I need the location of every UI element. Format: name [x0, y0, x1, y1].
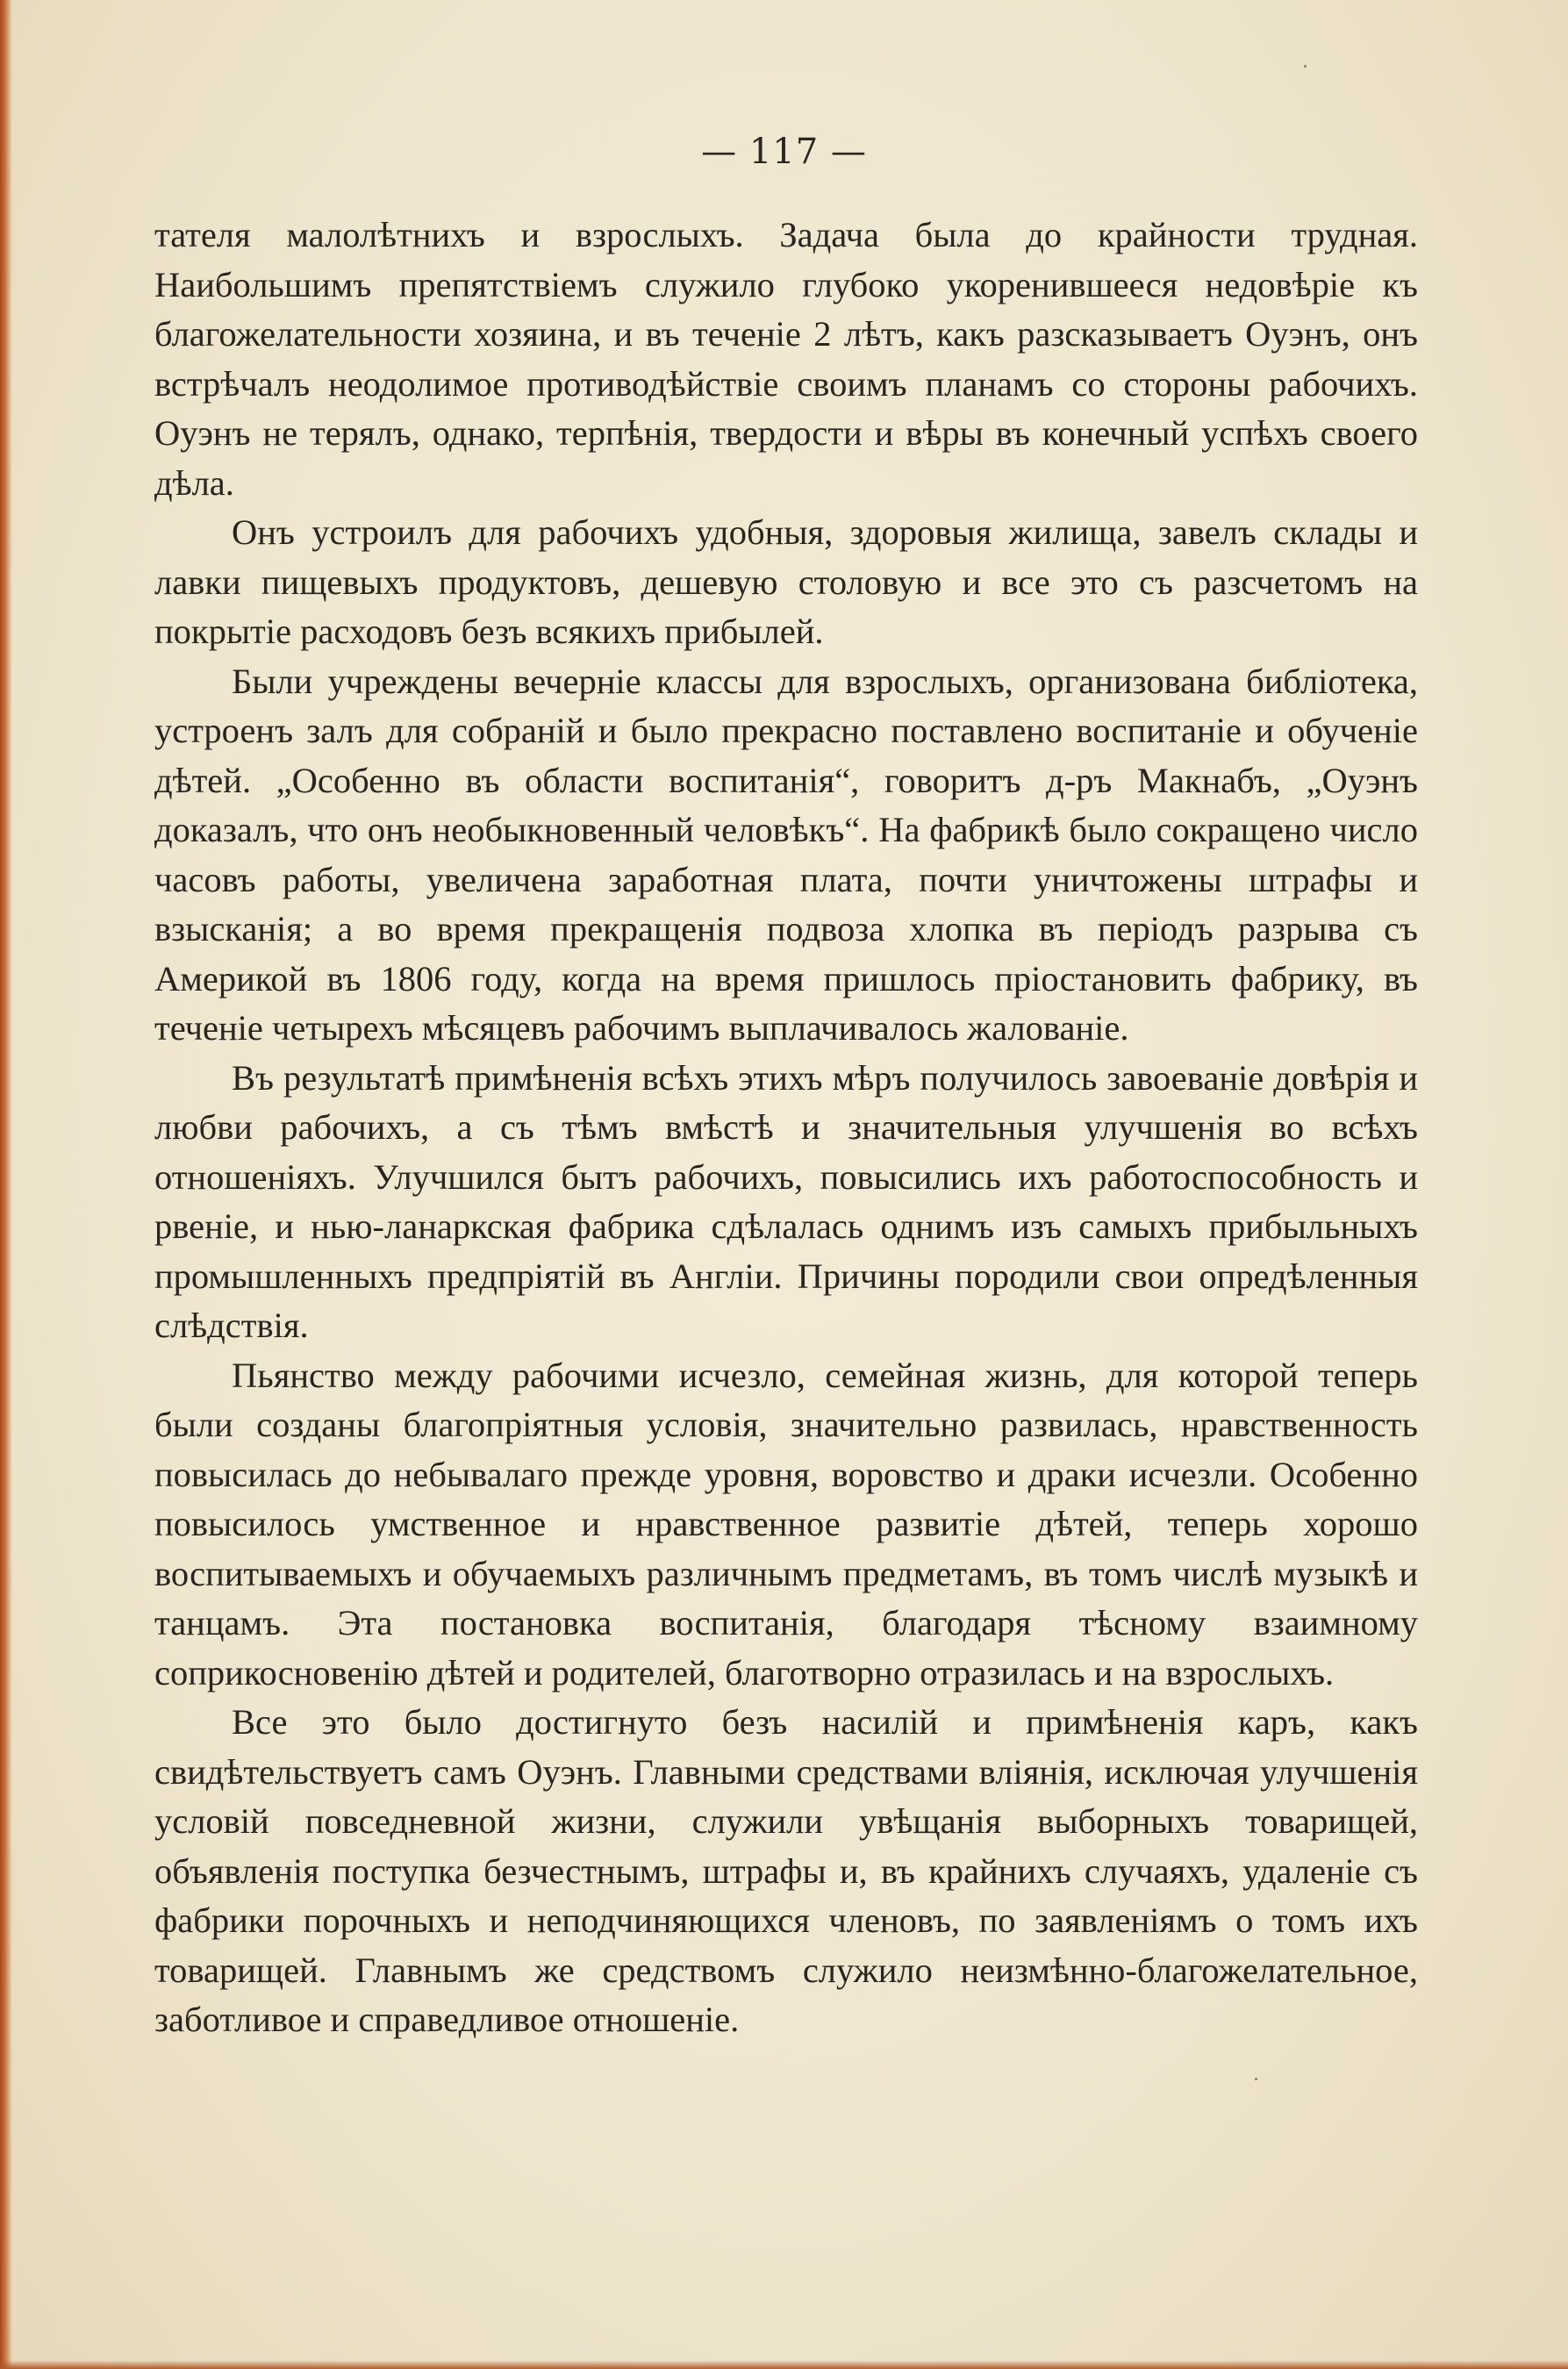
- paragraph: Все это было достигнуто безъ насилій и примѣненія каръ, какъ свидѣтельствуетъ самъ Оуэнъ. Главными средствами вліянія, исключая улучшенія условій повседневной жизни, служили увѣщанія выборныхъ товарищей, объявленія поступка безчестнымъ, штрафы и, въ крайнихъ случаяхъ, удаленіе съ фабрики порочныхъ и неподчиняющихся членовъ, по заявленіямъ о томъ ихъ товарищей. Главнымъ же средствомъ служило неизмѣнно-благожелательное, заботливое и справедливое отношеніе.: [154, 1702, 1418, 2039]
- paragraph: Были учреждены вечерніе классы для взрослыхъ, организована библіотека, устроенъ залъ для собраній и было прекрасно поставлено воспитаніе и обученіе дѣтей. „Особенно въ области воспитанія“, говоритъ д-ръ Макнабъ, „Оуэнъ доказалъ, что онъ необыкновенный человѣкъ“. На фабрикѣ было сокращено число часовъ работы, увеличена заработная плата, почти уничтожены штрафы и взысканія; а во время прекращенія подвоза хлопка въ періодъ разрыва съ Америкой въ 1806 году, когда на время пришлось пріостановить фабрику, въ теченіе четырехъ мѣсяцевъ рабочимъ выплачивалось жалованіе.: [154, 661, 1418, 1048]
- paragraph: тателя малолѣтнихъ и взрослыхъ. Задача была до крайности трудная. Наибольшимъ препятствіемъ служило глубоко укоренившееся недовѣріе къ благожелательности хозяина, и въ теченіе 2 лѣтъ, какъ разсказываетъ Оуэнъ, онъ встрѣчалъ неодолимое противодѣйствіе своимъ планамъ со стороны рабочихъ. Оуэнъ не терялъ, однако, терпѣнія, твердости и вѣры въ конечный успѣхъ своего дѣла.: [154, 215, 1418, 503]
- page-number: — 117 —: [701, 132, 867, 172]
- body-text: [154, 211, 1418, 2045]
- paragraph: Въ результатѣ примѣненія всѣхъ этихъ мѣръ получилось завоеваніе довѣрія и любви рабочихъ, а съ тѣмъ вмѣстѣ и значительныя улучшенія во всѣхъ отношеніяхъ. Улучшился бытъ рабочихъ, повысились ихъ работоспособность и рвеніе, и нью-ланаркская фабрика сдѣлалась однимъ изъ самыхъ прибыльныхъ промышленныхъ предпріятій въ Англіи. Причины породили свои опредѣленныя слѣдствія.: [154, 1057, 1418, 1345]
- ink-speck: [1304, 65, 1307, 68]
- page-left-edge: [0, 0, 12, 2369]
- paragraph: Пьянство между рабочими исчезло, семейная жизнь, для которой теперь были созданы благопріятныя условія, значительно развилась, нравственность повысилась до небывалаго прежде уровня, воровство и драки исчезли. Особенно повысилось умственное и нравственное развитіе дѣтей, теперь хорошо воспитываемыхъ и обучаемыхъ различнымъ предметамъ, въ томъ числѣ музыкѣ и танцамъ. Эта постановка воспитанія, благодаря тѣсному взаимному соприкосновенію дѣтей и родителей, благотворно отразилась и на взрослыхъ.: [154, 1355, 1418, 1693]
- page-bottom-edge: [0, 2360, 1568, 2369]
- paragraph: Онъ устроилъ для рабочихъ удобныя, здоровыя жилища, завелъ склады и лавки пищевыхъ продуктовъ, дешевую столовую и все это съ разсчетомъ на покрытіе расходовъ безъ всякихъ прибылей.: [154, 512, 1418, 651]
- ink-speck: [1255, 2078, 1257, 2080]
